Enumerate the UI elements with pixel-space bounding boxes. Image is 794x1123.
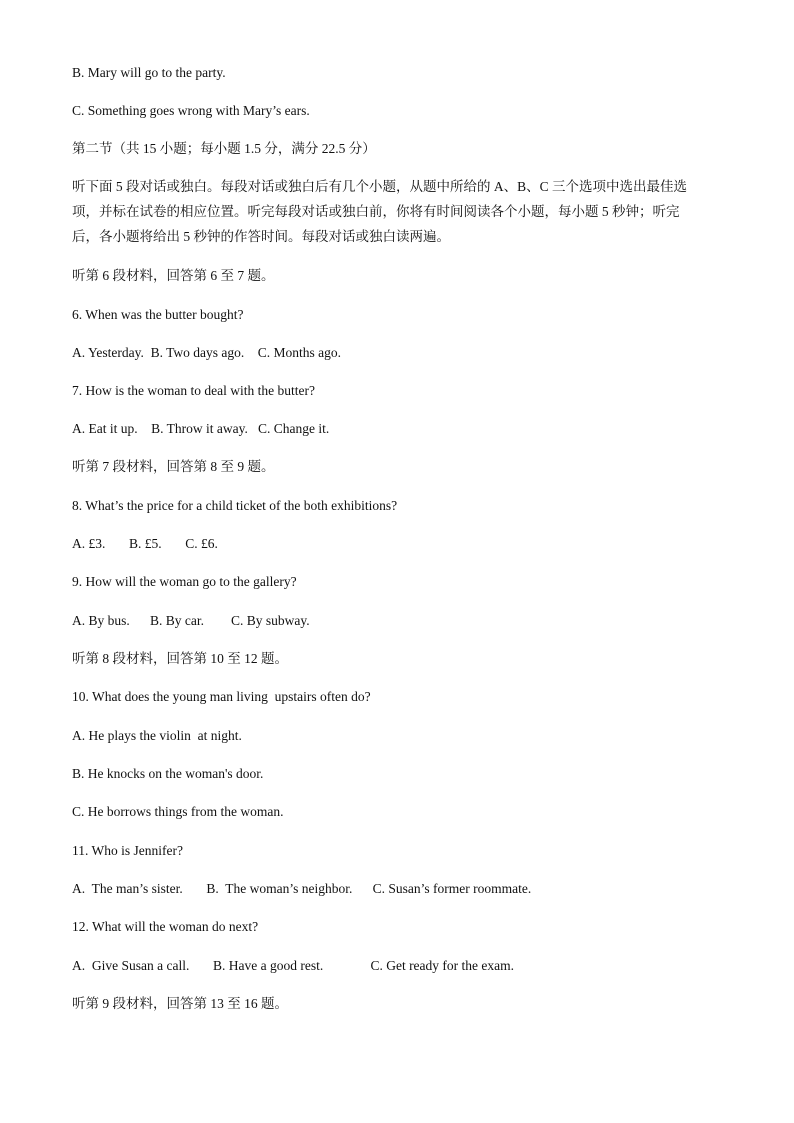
material-8-heading: 听第 8 段材料，回答第 10 至 12 题。 [72, 651, 288, 666]
option-c-q-prev: C. Something goes wrong with Mary’s ears. [72, 103, 310, 118]
question-8: 8. What’s the price for a child ticket of the both exhibitions? [72, 498, 398, 513]
question-12: 12. What will the woman do next? [72, 919, 259, 934]
material-7-heading: 听第 7 段材料，回答第 8 至 9 题。 [72, 459, 275, 474]
material-6-heading: 听第 6 段材料，回答第 6 至 7 题。 [72, 268, 275, 283]
question-6-options: A. Yesterday. B. Two days ago. C. Months ago. [72, 345, 342, 360]
question-10-option-c: C. He borrows things from the woman. [72, 804, 284, 819]
question-9-options: A. By bus. B. By car. C. By subway. [72, 613, 310, 628]
question-12-options: A. Give Susan a call. B. Have a good rest. C. Get ready for the exam. [72, 958, 515, 973]
option-b-q-prev: B. Mary will go to the party. [72, 65, 226, 80]
question-7-options: A. Eat it up. B. Throw it away. C. Change it. [72, 421, 330, 436]
question-11-options: A. The man’s sister. B. The woman’s neighbor. C. Susan’s former roommate. [72, 881, 532, 896]
section-heading: 第二节（共 15 小题；每小题 1.5 分，满分 22.5 分） [72, 141, 376, 156]
question-11: 11. Who is Jennifer? [72, 843, 183, 858]
instructions-line-3: 后，各小题将给出 5 秒钟的作答时间。每段对话或独白读两遍。 [72, 229, 450, 244]
question-8-options: A. £3. B. £5. C. £6. [72, 536, 218, 551]
question-9: 9. How will the woman go to the gallery? [72, 574, 297, 589]
material-9-heading: 听第 9 段材料，回答第 13 至 16 题。 [72, 996, 288, 1011]
question-10-option-b: B. He knocks on the woman's door. [72, 766, 264, 781]
question-10: 10. What does the young man living upstairs often do? [72, 689, 371, 704]
instructions-line-2: 项，并标在试卷的相应位置。听完每段对话或独白前，你将有时间阅读各个小题，每小题 5 秒钟；听完 [72, 204, 680, 219]
instructions-line-1: 听下面 5 段对话或独白。每段对话或独白后有几个小题，从题中所给的 A、B、C 三个选项中选出最佳选 [72, 179, 688, 194]
question-6: 6. When was the butter bought? [72, 307, 244, 322]
question-7: 7. How is the woman to deal with the butter? [72, 383, 315, 398]
question-10-option-a: A. He plays the violin at night. [72, 728, 242, 743]
